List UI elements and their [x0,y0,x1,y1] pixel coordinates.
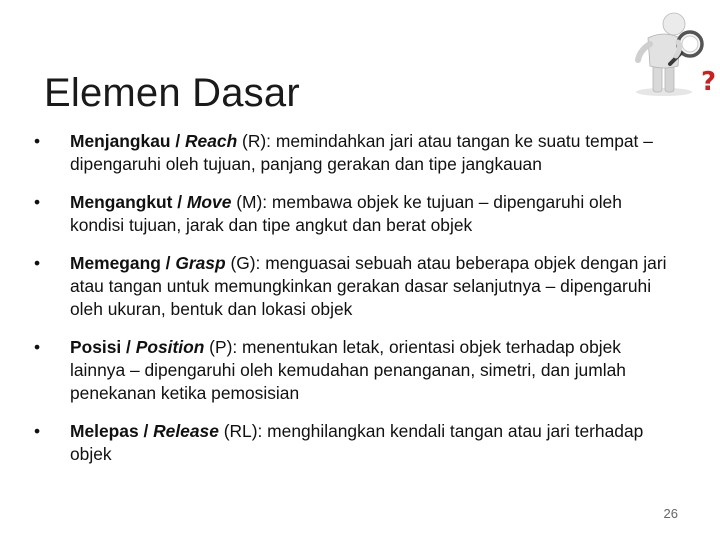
bullet-item-reach [30,130,680,176]
bullet-dot: • [33,253,41,273]
bullet-term-en: Move [186,192,232,212]
bullet-term: Memegang / [70,253,176,273]
page-number: 26 [663,506,678,521]
bullet-term-en: Grasp [175,253,226,273]
bullet-text: (R): memindahkan jari atau tangan ke suatu tempat – dipengaruhi oleh tujuan, panjang gerakan dan tipe jangkauan [70,131,653,174]
bullet-term-en: Release [153,421,219,441]
bullet-item-move [30,191,680,237]
bullet-term: Mengangkut / [70,192,187,212]
bullet-text: (M): membawa objek ke tujuan – dipengaruhi oleh kondisi tujuan, jarak dan tipe angkut dan berat objek [70,192,622,235]
bullet-dot: • [33,131,41,151]
bullet-dot: • [33,337,41,357]
magnifier-figure-question-icon [624,4,716,100]
bullet-term: Melepas / [70,421,154,441]
bullet-text: (G): menguasai sebuah atau beberapa objek dengan jari atau tangan untuk memungkinkan gerakan dasar selanjutnya – dipengaruhi oleh ukuran, bentuk dan lokasi objek [70,253,667,319]
bullet-term: Menjangkau / [70,131,185,151]
bullet-dot: • [33,192,41,212]
bullet-term-en: Position [135,337,205,357]
bullet-dot: • [33,421,41,441]
bullet-list [30,130,680,481]
bullet-text: (P): menentukan letak, orientasi objek terhadap objek lainnya – dipengaruhi oleh kemudahan penanganan, simetri, dan jumlah penekanan ketika pemosisian [70,337,626,403]
svg-text:?: ? [701,67,716,97]
bullet-item-release [30,420,680,466]
bullet-item-position [30,336,680,405]
bullet-text: (RL): menghilangkan kendali tangan atau jari terhadap objek [70,421,644,464]
bullet-term: Posisi / [70,337,136,357]
bullet-term-en: Reach [185,131,238,151]
bullet-item-grasp [30,252,680,321]
slide-title: Elemen Dasar [44,70,300,115]
